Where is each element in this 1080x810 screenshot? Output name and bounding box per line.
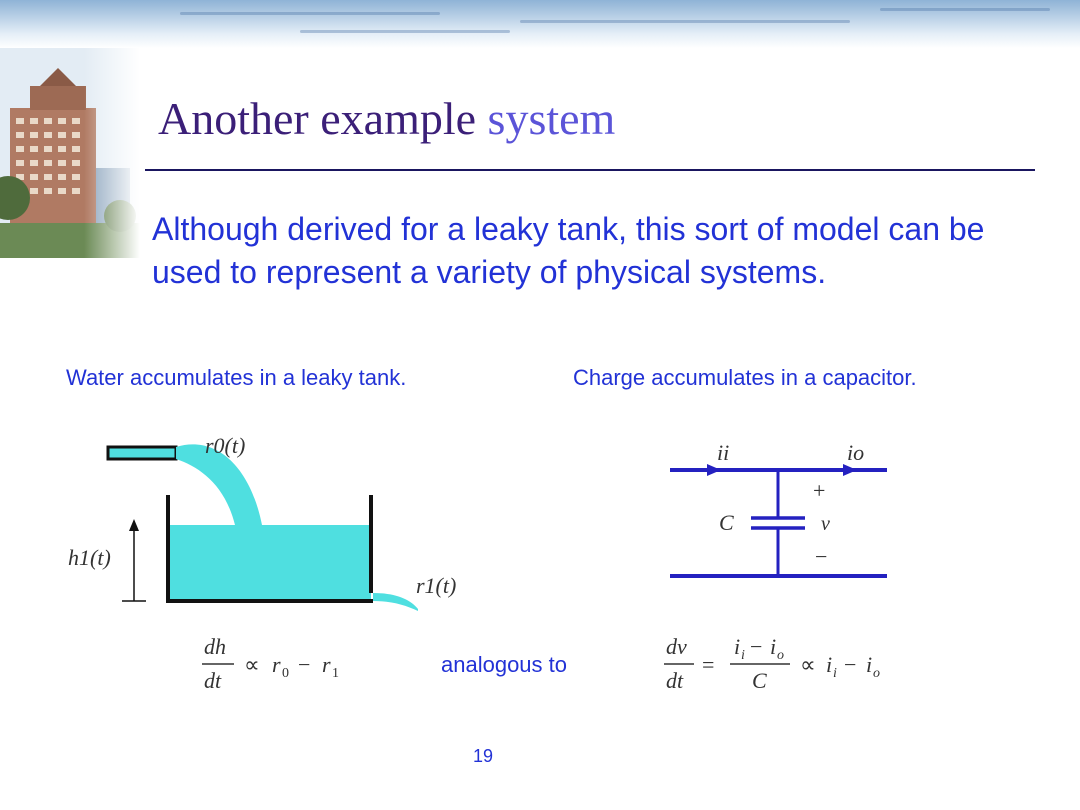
svg-text:i: i: [734, 634, 741, 659]
intro-text: Although derived for a leaky tank, this sort of model can be used to represent a variety of physical systems.: [152, 211, 985, 290]
sky-banner: [0, 0, 1080, 48]
voltage-label: v: [821, 513, 830, 535]
inflow-label: r0(t): [205, 433, 246, 458]
svg-text:r: r: [272, 652, 281, 677]
svg-text:i: i: [826, 652, 833, 677]
svg-text:r: r: [322, 652, 331, 677]
svg-text:i: i: [833, 666, 837, 681]
svg-text:−: −: [750, 634, 763, 659]
current-in-arrow: [707, 464, 721, 476]
inflow-pipe: [108, 447, 176, 459]
svg-text:dt: dt: [666, 668, 684, 693]
svg-text:−: −: [844, 652, 857, 677]
svg-text:dv: dv: [666, 634, 687, 659]
plus-sign: +: [813, 478, 826, 503]
capacitor-caption: Charge accumulates in a capacitor.: [573, 365, 917, 390]
title-divider: [145, 169, 1035, 171]
current-in-label: ii: [717, 440, 730, 465]
outflow-label: r1(t): [416, 573, 457, 598]
minus-sign: −: [815, 544, 828, 569]
capacitor-equation: [662, 632, 922, 696]
page-number: 19: [472, 746, 494, 766]
svg-text:C: C: [752, 668, 767, 693]
tank-equation: [200, 632, 380, 696]
campus-building-photo: [0, 48, 140, 258]
title-accent: system: [487, 93, 616, 144]
svg-text:∝: ∝: [800, 652, 816, 677]
height-arrow-head: [129, 519, 139, 531]
tank-water: [168, 525, 371, 601]
svg-text:i: i: [741, 648, 745, 663]
svg-text:−: −: [298, 652, 311, 677]
page-title: [158, 92, 615, 145]
svg-text:i: i: [770, 634, 777, 659]
capacitance-label: C: [719, 510, 734, 535]
title-main: Another example: [158, 93, 477, 144]
svg-text:0: 0: [282, 666, 289, 681]
svg-text:o: o: [873, 666, 880, 681]
current-out-arrow: [843, 464, 857, 476]
tank-caption: Water accumulates in a leaky tank.: [66, 365, 407, 390]
svg-text:dh: dh: [204, 634, 226, 659]
svg-text:=: =: [702, 652, 715, 677]
capacitor-circuit-diagram: [665, 430, 895, 590]
height-label: h1(t): [68, 545, 111, 570]
svg-text:1: 1: [332, 666, 339, 681]
svg-text:o: o: [777, 648, 784, 663]
svg-text:dt: dt: [204, 668, 222, 693]
svg-text:i: i: [866, 652, 873, 677]
leaky-tank-diagram: [68, 425, 500, 620]
current-out-label: io: [847, 440, 865, 465]
analogous-label: analogous to: [441, 652, 567, 677]
outflow-stream: [373, 593, 418, 611]
svg-text:∝: ∝: [244, 652, 260, 677]
